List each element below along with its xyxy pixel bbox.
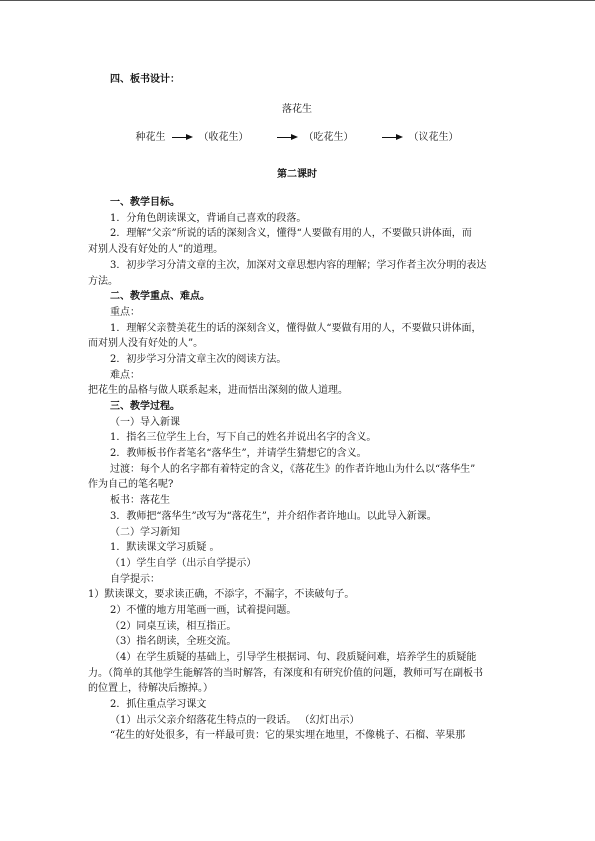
- flow-item: （收花生）: [198, 131, 249, 143]
- paragraph: 把花生的品格与做人联系起来，进而悟出深刻的做人道理。: [88, 385, 348, 397]
- paragraph: 2．初步学习分清文章主次的阅读方法。: [110, 353, 287, 365]
- section-heading: 一、教学目标。: [110, 197, 180, 209]
- paragraph: （1）出示父亲介绍落花生特点的一段话。 （幻灯出示）: [110, 714, 360, 726]
- arrow-right-icon: [382, 134, 403, 140]
- paragraph: 作为自己的笔名呢?: [88, 479, 174, 491]
- paragraph: 重点：: [110, 306, 140, 318]
- paragraph: 2．抓住重点学习课文: [110, 699, 207, 711]
- section-heading: 二、教学重点、难点。: [110, 291, 210, 303]
- paragraph: 难点：: [110, 369, 140, 381]
- arrow-right-icon: [172, 134, 193, 140]
- paragraph: 力。（简单的其他学生能解答的当时解答，有深度和有研究价值的问题，教师可写在副板书: [88, 667, 483, 679]
- paragraph: 2．教师板书作者笔名“落华生”，并请学生猜想它的含义。: [110, 448, 367, 460]
- paragraph: 的位置上，待解决后擦掉。）: [88, 683, 213, 695]
- paragraph: （4）在学生质疑的基础上，引导学生根据词、句、段质疑问难，培养学生的质疑能: [110, 652, 477, 663]
- board-design-title: 落花生: [282, 103, 312, 115]
- paragraph: 1．分角色朗读课文，背诵自己喜欢的段落。: [110, 212, 307, 224]
- paragraph: 3．初步学习分清文章的主次，加深对文章思想内容的理解；学习作者主次分明的表达: [110, 259, 487, 271]
- flow-item: （吃花生）: [303, 131, 354, 143]
- paragraph: 对别人没有好处的人”的道理。: [88, 244, 224, 256]
- paragraph: 2．理解“父亲”所说的话的深刻含义，懂得“人要做有用的人，不要做只讲体面，而: [110, 228, 472, 240]
- arrow-right-icon: [277, 134, 298, 140]
- paragraph: 板书：落花生: [110, 495, 170, 507]
- flow-item: 种花生: [135, 131, 166, 143]
- paragraph: 自学提示：: [110, 573, 160, 585]
- subsection-heading: （二）学习新知: [110, 526, 180, 538]
- paragraph: 方法。: [88, 275, 118, 287]
- document-page: [88, 72, 506, 744]
- lesson-title: 第二课时: [277, 169, 317, 181]
- paragraph: “花生的好处很多，有一样最可贵：它的果实埋在地里，不像桃子、石榴、苹果那: [110, 730, 466, 742]
- paragraph: （3）指名朗读，全班交流。: [110, 636, 237, 648]
- paragraph: 1）默读课文，要求读正确，不添字，不漏字，不读破句子。: [88, 589, 355, 601]
- paragraph: 过渡：每个人的名字都有着特定的含义，《落花生》的作者许地山为什么以“落华生”: [110, 463, 476, 475]
- paragraph: （1）学生自学（出示自学提示）: [110, 557, 257, 569]
- flow-item: （议花生）: [408, 131, 459, 143]
- paragraph: 1．默读课文学习质疑 。: [110, 542, 220, 554]
- paragraph: 而对别人没有好处的人”。: [88, 338, 204, 350]
- page-top-border: [0, 0, 595, 1]
- board-design-flow: [88, 126, 506, 148]
- board-design-heading: 四、板书设计：: [110, 74, 180, 85]
- section-heading: 三、教学过程。: [110, 401, 180, 412]
- paragraph: 2）不懂的地方用笔画一画，试着提问题。: [110, 604, 297, 616]
- paragraph: 1．指名三位学生上台，写下自己的姓名并说出名字的含义。: [110, 432, 377, 444]
- paragraph: （2）同桌互读，相互指正。: [110, 620, 237, 632]
- paragraph: 3．教师把“落华生”改写为“落花生”，并介绍作者许地山。以此导入新课。: [110, 510, 437, 522]
- subsection-heading: （一）导入新课: [110, 416, 180, 428]
- paragraph: 1．理解父亲赞美花生的话的深刻含义，懂得做人“要做有用的人，不要做只讲体面，: [110, 322, 482, 334]
